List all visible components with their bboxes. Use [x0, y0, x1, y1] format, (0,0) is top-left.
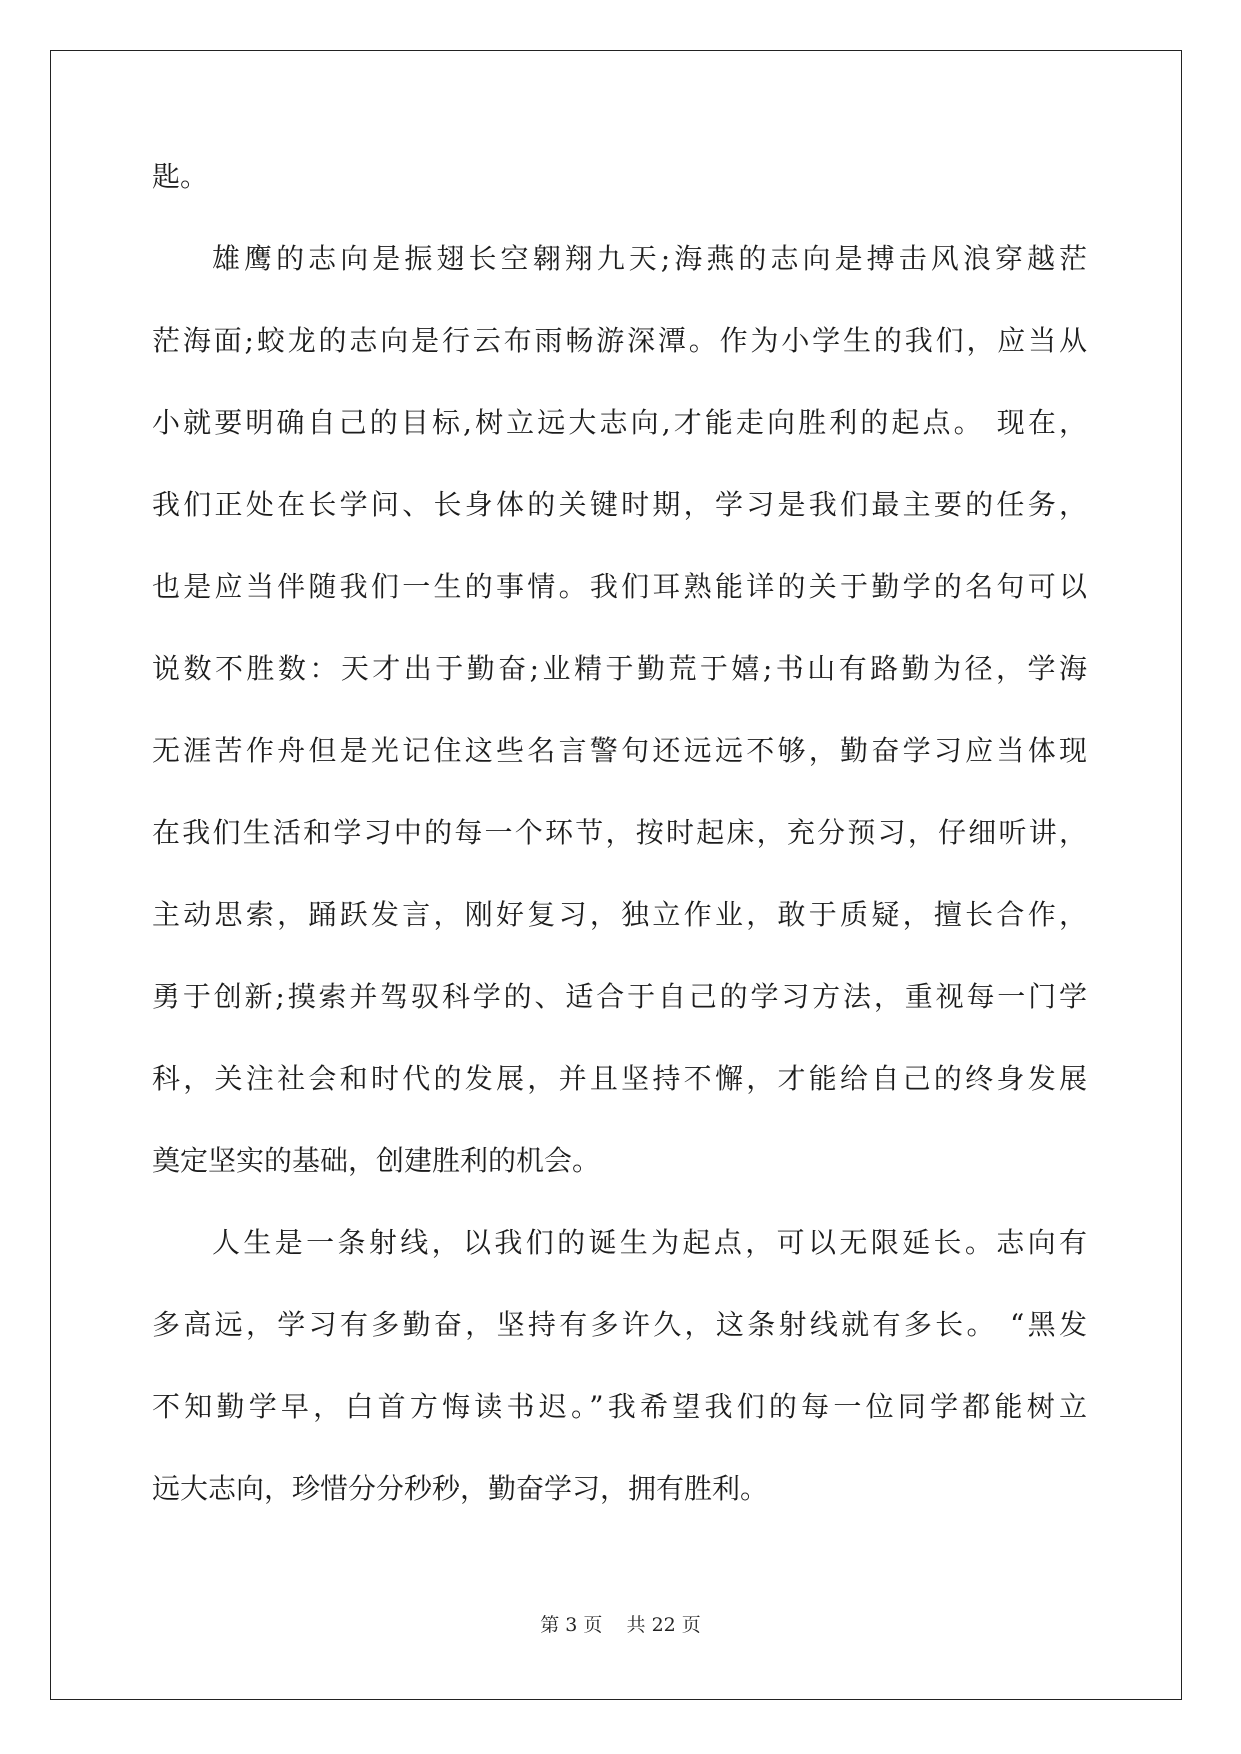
text-line: 勇于创新;摸索并驾驭科学的、适合于自己的学习方法，重视每一门学: [152, 980, 1087, 1013]
text-line: 也是应当伴随我们一生的事情。我们耳熟能详的关于勤学的名句可以: [152, 570, 1087, 603]
page-total: 共 22 页: [626, 1614, 701, 1636]
text-line: 茫海面;蛟龙的志向是行云布雨畅游深潭。作为小学生的我们，应当从: [152, 324, 1087, 357]
paragraph-start-line: 人生是一条射线，以我们的诞生为起点，可以无限延长。志向有: [212, 1226, 1087, 1259]
text-line: 我们正处在长学问、长身体的关键时期，学习是我们最主要的任务，: [152, 488, 1087, 521]
text-line: 说数不胜数：天才出于勤奋;业精于勤荒于嬉;书山有路勤为径，学海: [152, 652, 1087, 685]
text-line: 科，关注社会和时代的发展，并且坚持不懈，才能给自己的终身发展: [152, 1062, 1087, 1095]
document-body: [152, 158, 1087, 1552]
paragraph-end-line: 远大志向，珍惜分分秒秒，勤奋学习，拥有胜利。: [152, 1472, 769, 1505]
page-footer: [0, 1610, 1241, 1637]
paragraph-end-line: 奠定坚实的基础，创建胜利的机会。: [152, 1144, 601, 1177]
text-line: 无涯苦作舟但是光记住这些名言警句还远远不够，勤奋学习应当体现: [152, 734, 1087, 767]
text-line: 小就要明确自己的目标,树立远大志向,才能走向胜利的起点。 现在，: [152, 406, 1087, 439]
text-line: 不知勤学早，白首方悔读书迟。”我希望我们的每一位同学都能树立: [152, 1390, 1087, 1423]
text-line: 多高远，学习有多勤奋，坚持有多许久，这条射线就有多长。 “黑发: [152, 1308, 1087, 1341]
text-line: 主动思索，踊跃发言，刚好复习，独立作业，敢于质疑，擅长合作，: [152, 898, 1087, 931]
text-line: 匙。: [152, 160, 209, 193]
paragraph-start-line: 雄鹰的志向是振翅长空翱翔九天;海燕的志向是搏击风浪穿越茫: [212, 242, 1087, 275]
text-line: 在我们生活和学习中的每一个环节，按时起床，充分预习，仔细听讲，: [152, 816, 1087, 849]
page-number: 第 3 页: [540, 1614, 603, 1636]
